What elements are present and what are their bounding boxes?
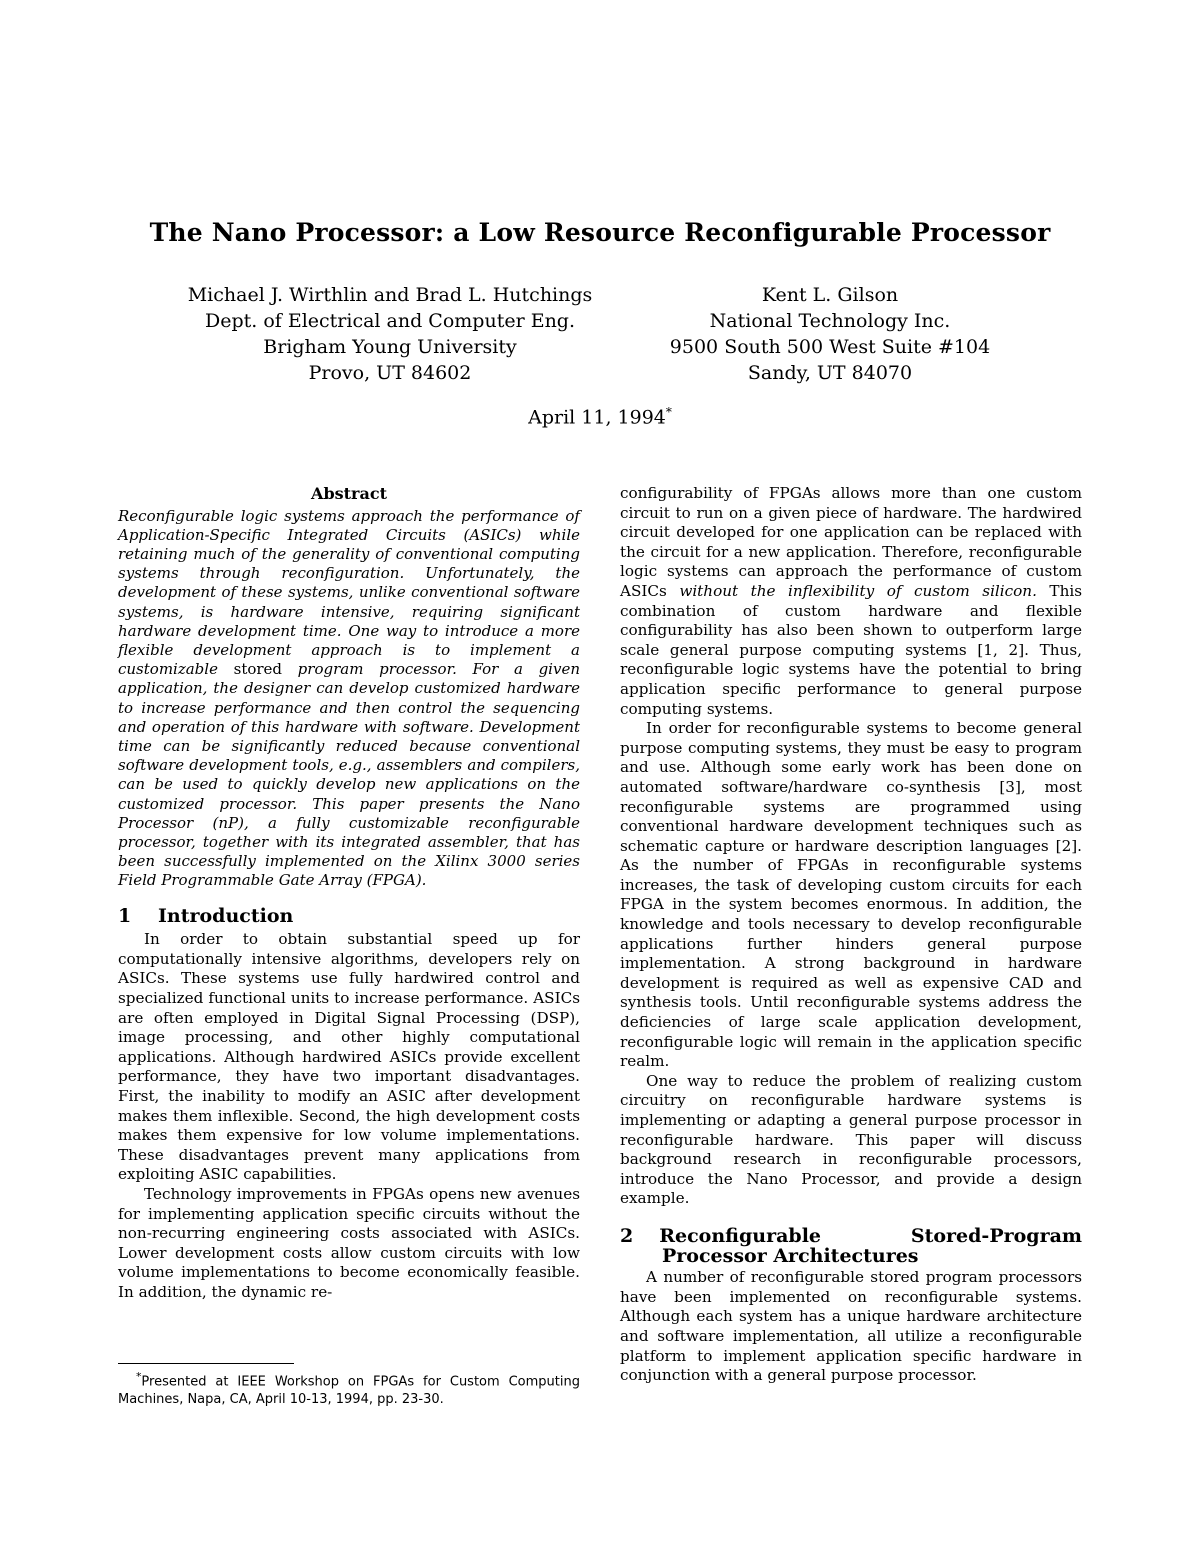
section-2-heading-line-1 <box>620 1224 1082 1247</box>
section-number: 1 <box>118 904 132 927</box>
author-name: Kent L. Gilson <box>761 284 899 306</box>
author-university: Brigham Young University <box>263 336 517 358</box>
author-dept: Dept. of Electrical and Computer Eng. <box>204 310 576 332</box>
abstract-heading: Abstract <box>311 484 387 503</box>
date-text: April 11, 1994 <box>528 406 666 429</box>
intro-paragraph-1: In order to obtain substantial speed up for computationally intensive algorithms, developers rely on ASICs. These systems use fully hardwired control and specialized functional units to increase performance. ASICs are often employed in Digital Signal Processing (DSP), image processing, and other highly computational applications. Although hardwired ASICs provide excellent performance, they have two important disadvantages. First, the inability to modify an ASIC after development makes them inflexible. Second, the high development costs makes them expensive for low volume implementations. These disadvantages prevent many applications from exploiting ASIC capabilities. <box>118 930 580 1184</box>
section-2-number-and-word <box>620 1224 821 1247</box>
author-street: 9500 South 500 West Suite #104 <box>669 336 991 358</box>
section-title-word-1: Reconfigurable <box>659 1224 821 1247</box>
intro-paragraph-3: In order for reconfigurable systems to become general purpose computing systems, they must be easy to program and use. Although some early work has been done on automated software/hardware co-synthesis [3], most reconfigurable systems are programmed using conventional hardware development techniques such as schematic capture or hardware description languages [2]. As the number of FPGAs in reconfigurable systems increases, the task of developing custom circuits for each FPGA in the system becomes enormous. In addition, the knowledge and tools necessary to develop reconfigurable applications further hinders general purpose implementation. A strong background in hardware development is required as well as expensive CAD and synthesis tools. Until reconfigurable systems address the deficiencies of large scale application development, reconfigurable logic will remain in the application specific realm. <box>620 719 1082 1071</box>
cont-emphasis: without the inflexibility of custom silicon. <box>679 581 1037 600</box>
authors-right <box>640 282 1020 386</box>
section-title: Introduction <box>158 904 294 927</box>
paper-title: The Nano Processor: a Low Resource Reconfigurable Processor <box>149 218 1051 247</box>
author-company: National Technology Inc. <box>709 310 951 332</box>
author-city: Sandy, UT 84070 <box>747 362 913 384</box>
author-names: Michael J. Wirthlin and Brad L. Hutchings <box>187 284 593 306</box>
abstract-text <box>118 507 580 891</box>
section-title-word-2: Stored-Program <box>910 1224 1082 1247</box>
footnote <box>118 1363 580 1409</box>
section-number: 2 <box>620 1224 634 1247</box>
section-2-heading-line-2: Processor Architectures <box>662 1244 919 1267</box>
cont-part-2: This combination of custom hardware and flexible configurability has also been shown to outperform large scale general purpose computing systems [1, 2]. Thus, reconfigurable logic systems have the potential to bring application specific performance to general purpose computing systems. <box>620 581 1082 718</box>
intro-paragraph-4: One way to reduce the problem of realizing custom circuitry on reconfigurable hardware systems is implementing or adapting a general purpose processor in reconfigurable hardware. This paper will discuss background research in reconfigurable processors, introduce the Nano Processor, and provide a design example. <box>620 1071 1082 1208</box>
right-column <box>620 484 1082 1386</box>
footnote-text <box>118 1368 580 1409</box>
footnote-rule <box>118 1363 294 1364</box>
section-1-heading <box>118 904 580 927</box>
abstract-part-1: Reconfigurable logic systems approach the performance of Application-Specific Integrated Circuits (ASICs) while retaining much of the generality of conventional computing systems through reconfiguration. Unfortunately, the development of these systems, unlike conventional software systems, is hardware intensive, requiring significant hardware development time. One way to introduce a more flexible development approach is to implement a customizable <box>118 506 580 679</box>
section-2-heading <box>620 1224 1082 1267</box>
section-2-paragraph-1: A number of reconfigurable stored program processors have been implemented on reconfigurable systems. Although each system has a unique hardware architecture and software implementation, all utilize a reconfigurable platform to implement application specific hardware in conjunction with a general purpose processor. <box>620 1268 1082 1385</box>
footnote-mark: * <box>136 1370 142 1383</box>
intro-paragraph-2: Technology improvements in FPGAs opens new avenues for implementing application specific circuits without the non-recurring engineering costs associated with ASICs. Lower development costs allow custom circuits with low volume implementations to become economically feasible. In addition, the dynamic re- <box>118 1184 580 1301</box>
date-footnote-mark: * <box>665 405 672 419</box>
intro-paragraph-continued <box>620 484 1082 719</box>
abstract-part-2: program processor. For a given application, the designer can develop customized hardware to increase performance and then control the sequencing and operation of this hardware with software. Development time can be significantly reduced because conventional software development tools, e.g., assemblers and compilers, can be used to quickly develop new applications on the customized processor. This paper presents the Nano Processor (nP), a fully customizable reconfigurable processor, together with its integrated assembler, that has been successfully implemented on the Xilinx 3000 series Field Programmable Gate Array (FPGA). <box>118 660 580 890</box>
paper-date <box>0 405 1200 428</box>
authors-left <box>150 282 630 386</box>
abstract-stored-word: stored <box>233 660 283 679</box>
cont-part-1: configurability of FPGAs allows more than one custom circuit to run on a given piece of hardware. The hardwired circuit developed for one application can be replaced with the circuit for a new application. Therefore, reconfigurable logic systems can approach the performance of custom ASICs <box>620 484 1082 600</box>
left-column <box>118 484 580 1303</box>
footnote-body: Presented at IEEE Workshop on FPGAs for Custom Computing Machines, Napa, CA, April 10-13, 1994, pp. 23-30. <box>118 1374 580 1408</box>
author-address: Provo, UT 84602 <box>308 362 472 384</box>
